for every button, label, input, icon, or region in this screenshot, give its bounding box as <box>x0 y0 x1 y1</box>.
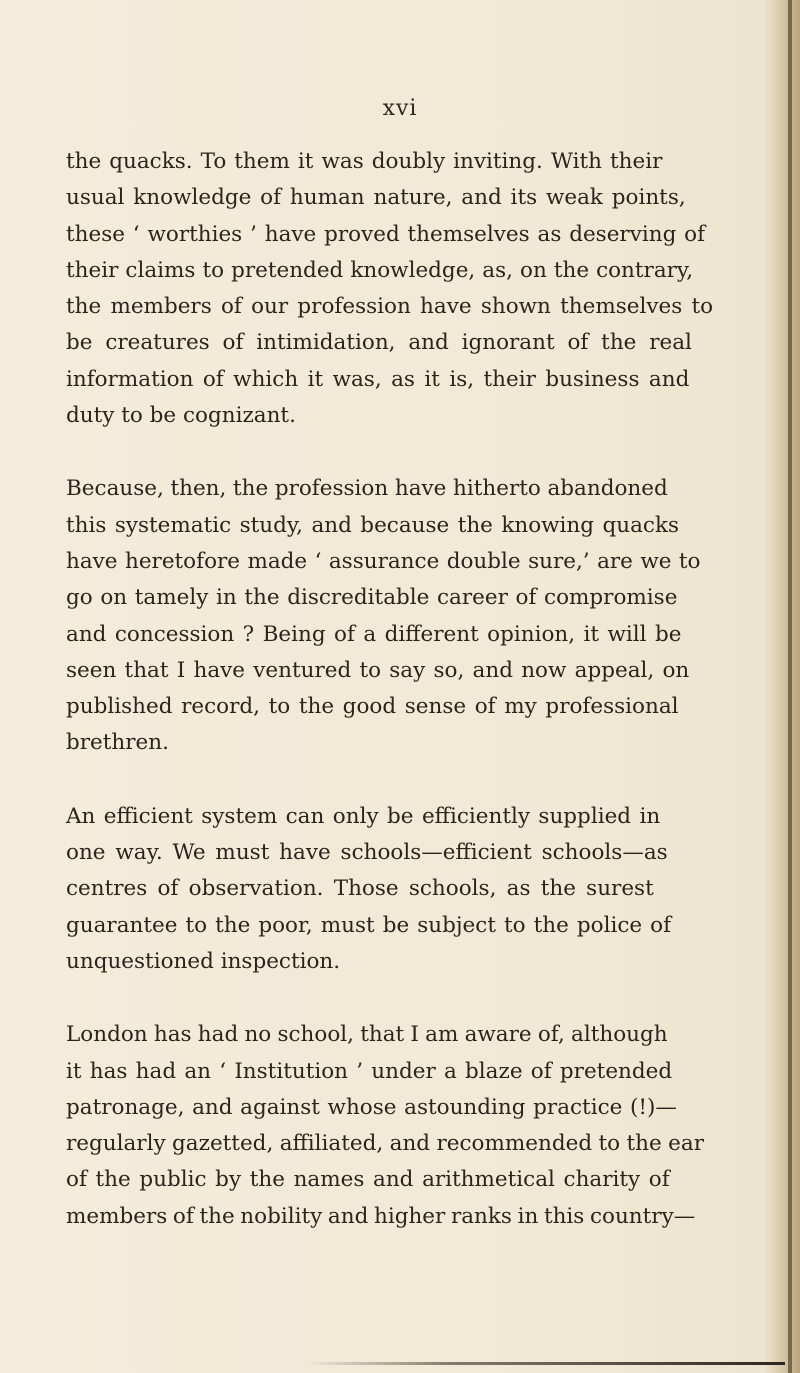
text-line: of the public by the names and arithmetical charity of <box>66 1167 670 1193</box>
paragraph-2 <box>66 471 716 761</box>
text-line: duty to be cognizant. <box>66 403 296 429</box>
text-line: Because, then, the profession have hitherto abandoned <box>66 476 668 502</box>
text-line: have heretofore made ‘ assurance double sure,’ are we to <box>66 548 701 574</box>
bottom-edge-rule <box>305 1362 785 1365</box>
text-line: An efficient system can only be efficiently supplied in <box>66 803 661 829</box>
text-line: the members of our profession have shown themselves to <box>66 294 714 320</box>
text-line: the quacks. To them it was doubly inviting. With their <box>66 149 663 174</box>
text-line: usual knowledge of human nature, and its weak points, <box>66 185 686 211</box>
text-line: unquestioned inspection. <box>66 948 341 974</box>
text-line: London has had no school, that I am aware of, although <box>66 1022 668 1048</box>
paragraph-4 <box>66 1017 716 1235</box>
text-line: these ‘ worthies ’ have proved themselves as deserving of <box>66 221 706 247</box>
binding-edge <box>788 0 792 1373</box>
text-line: seen that I have ventured to say so, and now appeal, on <box>66 657 690 683</box>
text-line: this systematic study, and because the knowing quacks <box>66 512 680 538</box>
text-line: their claims to pretended knowledge, as, on the contrary, <box>66 257 694 283</box>
text-line: information of which it was, as it is, their business and <box>66 366 690 392</box>
body-text <box>66 144 716 1235</box>
text-line: and concession ? Being of a different opinion, it will be <box>66 621 682 647</box>
text-line: guarantee to the poor, must be subject to the police of <box>66 912 672 938</box>
text-line: one way. We must have schools—efficient schools—as <box>66 840 668 866</box>
paragraph-1 <box>66 144 716 434</box>
text-line: brethren. <box>66 730 169 756</box>
paragraph-3 <box>66 799 716 980</box>
text-line: members of the nobility and higher ranks in this country— <box>66 1203 696 1229</box>
text-line: it has had an ‘ Institution ’ under a blaze of pretended <box>66 1058 673 1084</box>
text-line: patronage, and against whose astounding practice (!)— <box>66 1094 677 1120</box>
page-edge-shadow <box>764 0 800 1373</box>
text-line: go on tamely in the discreditable career of compromise <box>66 585 678 611</box>
text-line: regularly gazetted, affiliated, and recommended to the ear <box>66 1131 705 1157</box>
text-line: be creatures of intimidation, and ignorant of the real <box>66 330 692 356</box>
text-line: published record, to the good sense of my professional <box>66 694 679 720</box>
text-line: centres of observation. Those schools, as the surest <box>66 876 654 902</box>
page-number: xvi <box>382 96 418 121</box>
